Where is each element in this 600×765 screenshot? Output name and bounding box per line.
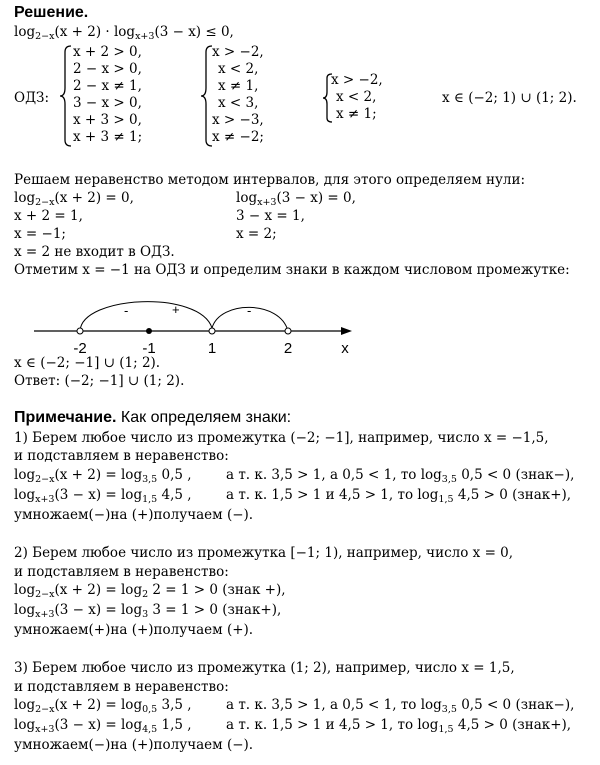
system-line: x > −2, [331, 72, 383, 88]
log-base: 4,5 [142, 724, 158, 735]
item-eq1 [14, 697, 192, 713]
eq-part: (3 − x) = log [54, 717, 143, 733]
log-base: x+3 [257, 197, 277, 208]
eq-part: (3 − x) = log [54, 602, 143, 618]
eq-part: 2 = 1 > 0 (знак +), [148, 582, 286, 598]
system-line: x ≠ 1, [218, 78, 259, 94]
open-point [77, 328, 83, 334]
eq-part: (3 − x) = log [54, 487, 143, 503]
log-base: 1,5 [438, 724, 454, 735]
open-point [209, 328, 215, 334]
item-result: умножаем(−)на (+)получаем (−). [14, 507, 254, 523]
expl-part: 4,5 > 0 (знак+), [453, 487, 572, 503]
log-base: 3,5 [441, 474, 457, 485]
system-line: x > −3, [212, 112, 264, 128]
log-base: 3 [142, 609, 149, 620]
tick-label: -1 [142, 340, 156, 357]
item-line: 3) Берем любое число из промежутка (1; 2), например, число x = 1,5, [14, 660, 515, 676]
item-line: 2) Берем любое число из промежутка [−1; 1), например, число x = 0, [14, 545, 514, 561]
log-base: 2−x [35, 474, 55, 485]
log-word: log [14, 487, 36, 503]
item-line: 1) Берем любое число из промежутка (−2; −1], например, число x = −1,5, [14, 430, 549, 446]
eq-part: (3 − x) = 0, [276, 190, 356, 206]
item-eq1 [14, 582, 286, 598]
zeros-right-root: x = 2; [236, 226, 277, 242]
log-base: x+3 [135, 31, 155, 42]
note-title-bold: Примечание. [14, 409, 117, 426]
zeros-left-eq [14, 190, 134, 206]
sign-label: - [124, 303, 129, 318]
note-title [14, 410, 291, 426]
system-line: x < 2, [218, 61, 259, 77]
log-base: 3,5 [142, 474, 158, 485]
item-eq2 [14, 717, 192, 733]
log-word: log [14, 24, 36, 40]
system-line: x ≠ −2; [212, 129, 264, 145]
tick-label: 1 [207, 340, 217, 357]
log-base: 2−x [35, 197, 55, 208]
item-eq2 [14, 602, 281, 618]
item-expl2 [226, 487, 571, 503]
log-base: x+3 [35, 494, 55, 505]
item-expl2 [226, 717, 571, 733]
zeros-right-step: 3 − x = 1, [236, 208, 305, 224]
eq-part: (x + 2) = log [54, 582, 143, 598]
expl-part: а т. к. 3,5 > 1, а 0,5 < 1, то log [226, 697, 442, 713]
expl-part: а т. к. 1,5 > 1 и 4,5 > 1, то log [226, 717, 439, 733]
log-base: 2−x [35, 589, 55, 600]
filled-point [146, 328, 152, 334]
system-line: x + 3 ≠ 1; [73, 129, 143, 145]
answer-value: (−2; −1] ∪ (1; 2). [64, 373, 185, 389]
item-eq1 [14, 467, 192, 483]
log-base: 1,5 [438, 494, 454, 505]
ineq-part: (3 − x) ≤ 0, [154, 24, 234, 40]
axis-label: x [341, 340, 349, 357]
main-inequality [14, 24, 234, 40]
eq-part: 4,5 , [157, 487, 192, 503]
log-word: log [14, 602, 36, 618]
note-title-rest: Как определяем знаки: [116, 409, 292, 426]
system-line: 2 − x ≠ 1, [73, 78, 142, 94]
arrow-icon [341, 327, 352, 335]
zeros-intro: Решаем неравенство методом интервалов, для этого определяем нули: [14, 172, 526, 188]
expl-part: 0,5 < 0 (знак−), [456, 697, 575, 713]
log-base: x+3 [35, 724, 55, 735]
eq-part: (x + 2) = 0, [54, 190, 134, 206]
expl-part: 0,5 < 0 (знак−), [456, 467, 575, 483]
item-expl1 [226, 697, 574, 713]
system-line: x + 3 > 0, [73, 112, 142, 128]
answer-label: Ответ: [14, 373, 61, 389]
system-brace [58, 44, 74, 148]
system-line: x > −2, [212, 44, 264, 60]
eq-part: (x + 2) = log [54, 467, 143, 483]
item-expl1 [226, 467, 574, 483]
log-base: x+3 [35, 609, 55, 620]
system-line: x < 2, [336, 89, 377, 105]
tick-label: 2 [283, 340, 293, 357]
item-line: и подставляем в неравенство: [14, 679, 229, 695]
item-result: умножаем(−)на (+)получаем (−). [14, 737, 254, 753]
zeros-left-root: x = −1; [14, 226, 66, 242]
log-word: log [14, 697, 36, 713]
system-line: 2 − x > 0, [73, 61, 142, 77]
log-base: 2−x [35, 31, 55, 42]
zeros-right-eq [236, 190, 356, 206]
interval-result: x ∈ (−2; −1] ∪ (1; 2). [14, 355, 161, 371]
sign-label: - [247, 303, 252, 318]
log-word: log [14, 467, 36, 483]
log-word: log [14, 190, 36, 206]
log-word: log [236, 190, 258, 206]
excluded-note: x = 2 не входит в ОДЗ. [14, 244, 175, 260]
answer [14, 373, 184, 389]
log-base: 2−x [35, 704, 55, 715]
item-result: умножаем(+)на (+)получаем (+). [14, 622, 254, 638]
open-point [285, 328, 291, 334]
eq-part: 3,5 , [157, 697, 192, 713]
log-base: 2 [142, 589, 149, 600]
log-base: 0,5 [142, 704, 158, 715]
eq-part: 1,5 , [157, 717, 192, 733]
item-eq2 [14, 487, 192, 503]
log-base: 1,5 [142, 494, 158, 505]
eq-part: 0,5 , [157, 467, 192, 483]
log-word: log [14, 717, 36, 733]
item-line: и подставляем в неравенство: [14, 448, 229, 464]
number-line [0, 290, 600, 360]
ineq-part: (x + 2) · log [54, 24, 136, 40]
odz-label: ОДЗ: [14, 90, 50, 106]
expl-part: а т. к. 3,5 > 1, а 0,5 < 1, то log [226, 467, 442, 483]
solution-title: Решение. [14, 4, 89, 21]
mark-text: Отметим x = −1 на ОДЗ и определим знаки в каждом числовом промежутке: [14, 262, 570, 278]
system-line: 3 − x > 0, [73, 95, 142, 111]
item-line: и подставляем в неравенство: [14, 564, 229, 580]
system-line: x + 2 > 0, [73, 44, 142, 60]
eq-part: 3 = 1 > 0 (знак+), [148, 602, 282, 618]
expl-part: 4,5 > 0 (знак+), [453, 717, 572, 733]
log-base: 3,5 [441, 704, 457, 715]
eq-part: (x + 2) = log [54, 697, 143, 713]
sign-label: + [172, 302, 180, 317]
log-word: log [14, 582, 36, 598]
expl-part: а т. к. 1,5 > 1 и 4,5 > 1, то log [226, 487, 439, 503]
odz-result: x ∈ (−2; 1) ∪ (1; 2). [442, 90, 577, 106]
interval-arc [80, 302, 212, 331]
tick-label: -2 [73, 340, 87, 357]
system-line: x ≠ 1; [336, 106, 377, 122]
system-line: x < 3, [218, 95, 259, 111]
zeros-left-step: x + 2 = 1, [14, 208, 83, 224]
